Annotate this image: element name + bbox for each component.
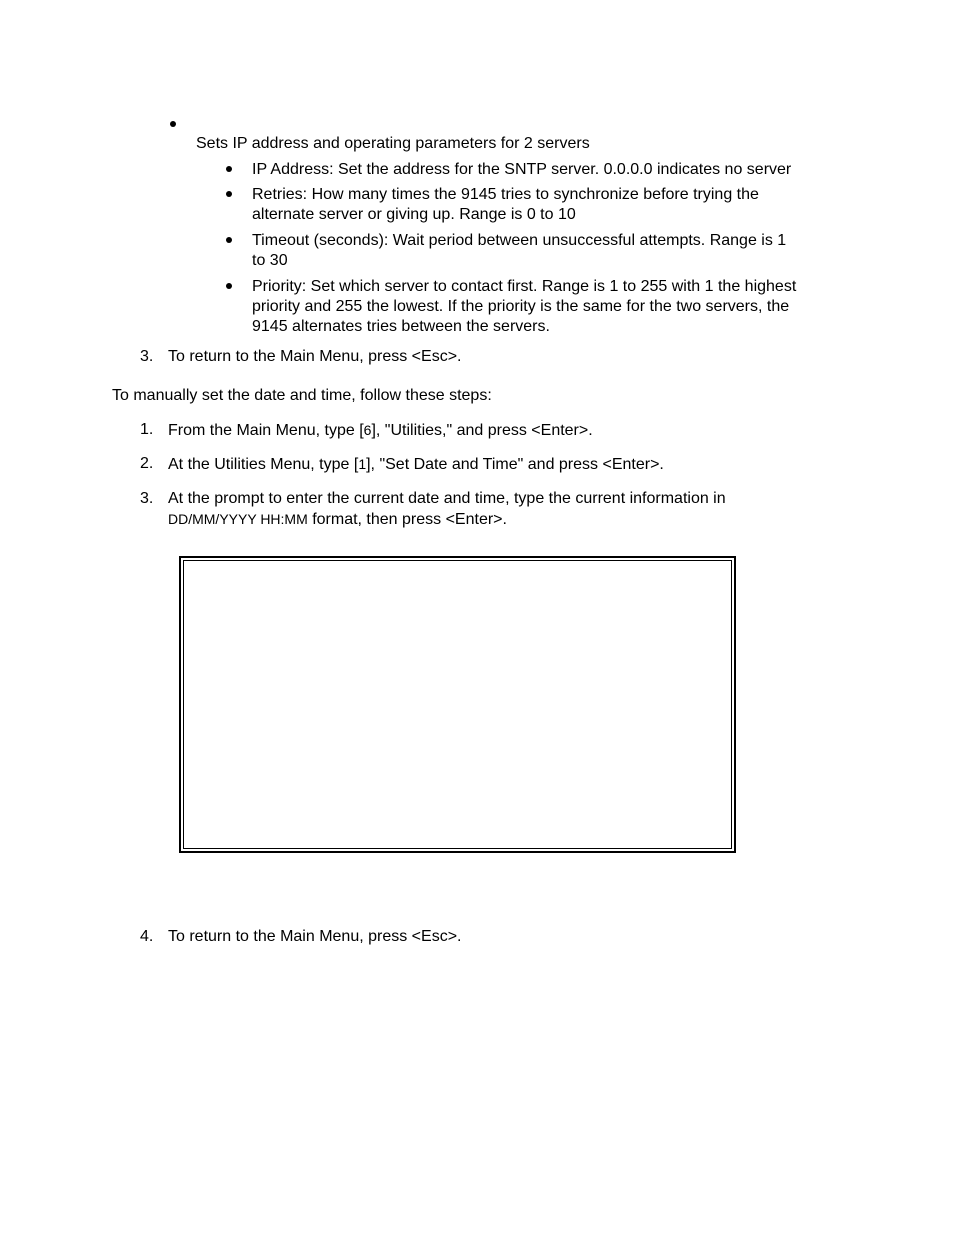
manual-step-3 [168,489,726,530]
top-bullet-icon [170,121,176,127]
manual-step-3-line-2 [168,509,726,530]
date-format-code: DD/MM/YYYY HH:MM [168,511,308,527]
manual-set-intro: To manually set the date and time, follow these steps: [112,387,492,404]
manual-step-3-line-2-post: format, then press <Enter>. [307,511,507,528]
manual-step-1-post: ], "Utilities," and press <Enter>. [371,422,593,439]
bullet-icon [226,237,232,243]
manual-step-2-post: ], "Set Date and Time" and press <Enter>. [366,456,664,473]
terminal-screen-inner-border [183,560,732,849]
menu-key: 6 [363,422,372,438]
manual-step-1 [168,420,593,441]
menu-key: 1 [358,456,367,472]
sntp-item-ip-address: IP Address: Set the address for the SNTP server. 0.0.0.0 indicates no server [252,161,792,178]
sntp-item-priority-line-3: 9145 alternates tries between the servers. [252,318,550,335]
sntp-item-retries-line-2: alternate server or giving up. Range is 0 to 10 [252,206,576,223]
sntp-item-timeout [252,231,786,271]
sntp-item-timeout-line-2: to 30 [252,252,288,269]
manual-step-1-pre: From the Main Menu, type [ [168,422,364,439]
sntp-item-retries-line-1: Retries: How many times the 9145 tries to synchronize before trying the [252,186,759,203]
step-return-main-menu: To return to the Main Menu, press <Esc>. [168,348,462,365]
terminal-screen-frame [179,556,736,853]
step-return-main-menu: To return to the Main Menu, press <Esc>. [168,928,462,945]
sntp-item-priority [252,277,796,337]
sntp-item-priority-line-1: Priority: Set which server to contact first. Range is 1 to 255 with 1 the highest [252,278,797,295]
step-number: 2. [140,455,154,472]
manual-step-2 [168,454,664,475]
manual-step-3-line-1: At the prompt to enter the current date and time, type the current information in [168,490,726,507]
sntp-item-retries [252,185,759,225]
sntp-intro: Sets IP address and operating parameters for 2 servers [196,135,590,152]
step-number: 4. [140,928,154,945]
step-number: 1. [140,421,154,438]
sntp-item-timeout-line-1: Timeout (seconds): Wait period between unsuccessful attempts. Range is 1 [252,232,787,249]
sntp-item-priority-line-2: priority and 255 the lowest. If the priority is the same for the two servers, the [252,298,790,315]
manual-step-2-pre: At the Utilities Menu, type [ [168,456,359,473]
bullet-icon [226,283,232,289]
bullet-icon [226,166,232,172]
bullet-icon [226,191,232,197]
step-number: 3. [140,348,154,365]
step-number: 3. [140,490,154,507]
